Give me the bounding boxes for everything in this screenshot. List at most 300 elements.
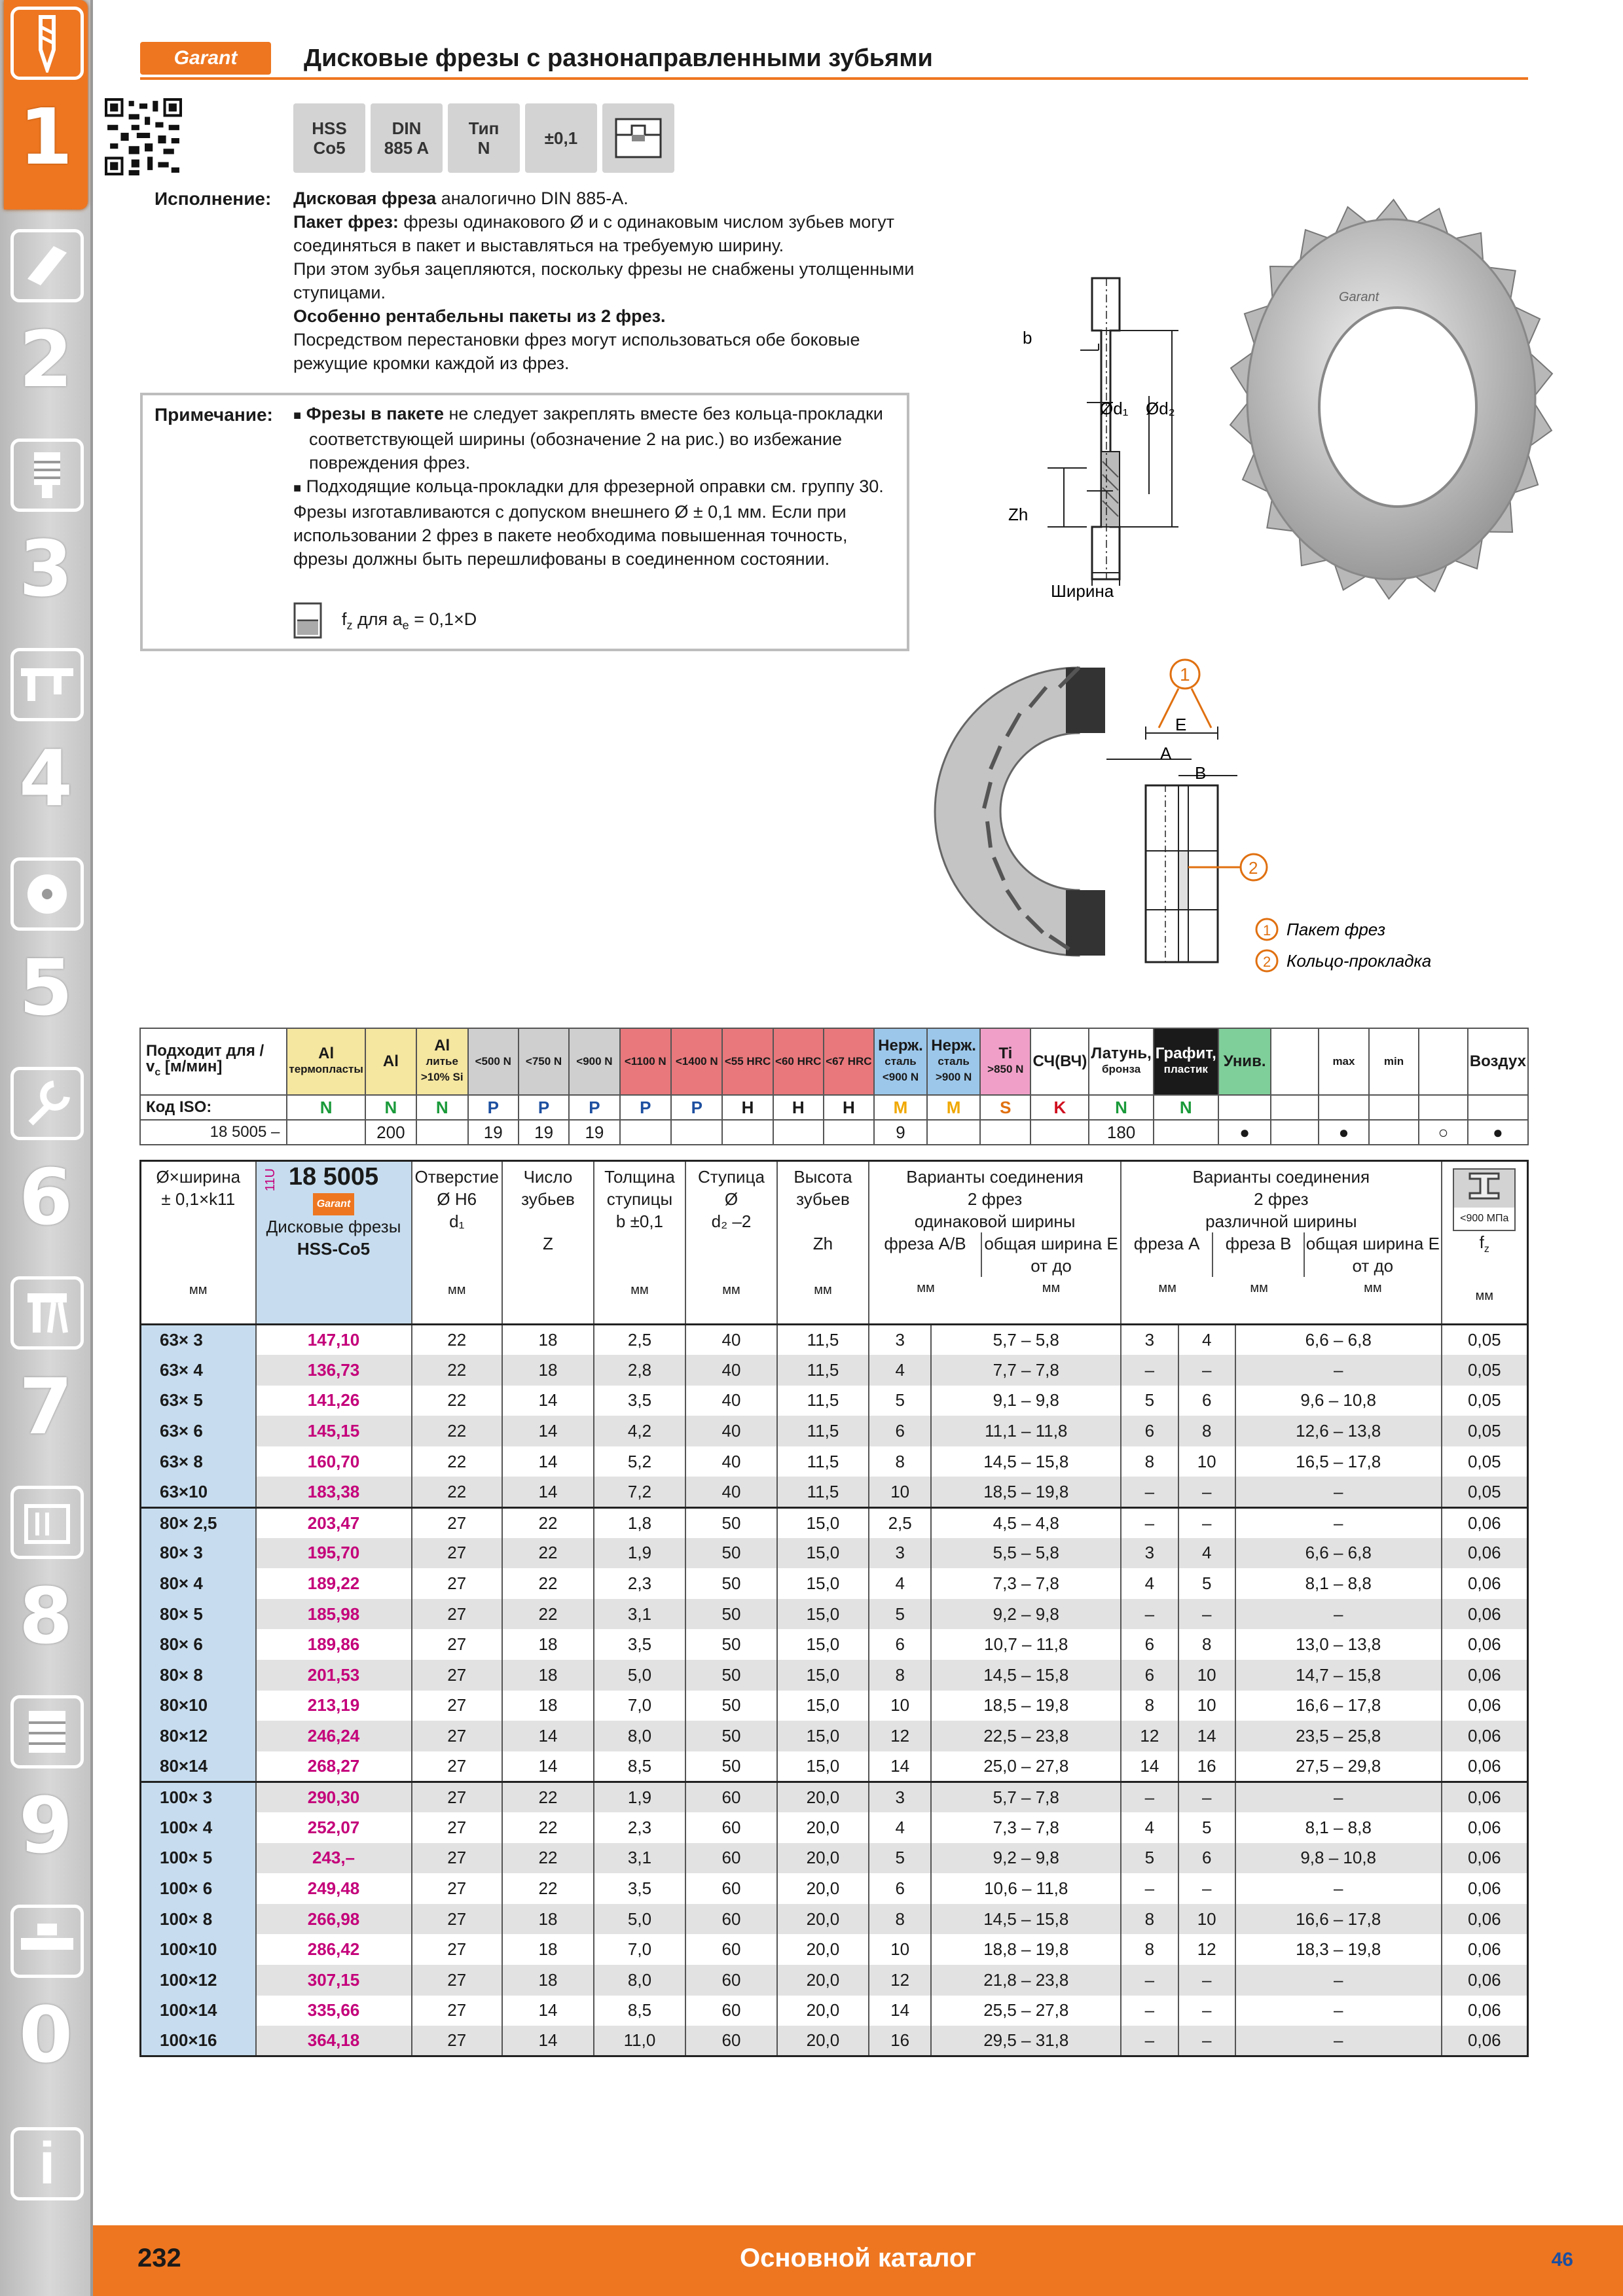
- value-cell: –: [1178, 1477, 1235, 1507]
- cutting-speed-cell: [1369, 1120, 1419, 1145]
- value-cell: 50: [685, 1629, 777, 1660]
- iso-cell: S: [980, 1095, 1030, 1120]
- value-cell: 4: [1121, 1812, 1178, 1843]
- material-col-15: Латунь, бронза: [1089, 1028, 1153, 1095]
- table-row[interactable]: [141, 1965, 1528, 1996]
- value-cell: 16,5 – 17,8: [1235, 1446, 1442, 1477]
- table-row[interactable]: [141, 1325, 1528, 1355]
- value-cell: 7,7 – 7,8: [931, 1355, 1121, 1386]
- material-col-1: Al: [365, 1028, 416, 1095]
- value-cell: –: [1178, 1599, 1235, 1630]
- page-header: [140, 39, 1528, 80]
- material-col-5: <900 N: [569, 1028, 619, 1095]
- tab-number: 2: [18, 314, 73, 404]
- value-cell: 2,5: [869, 1507, 931, 1538]
- value-cell: 20,0: [777, 1904, 869, 1935]
- table-row[interactable]: [141, 1934, 1528, 1965]
- tab-number: 0: [18, 1990, 73, 2080]
- value-cell: 27: [412, 1751, 502, 1782]
- tab-number: 1: [18, 92, 73, 182]
- col-group-diff-width: Варианты соединения 2 фрез различной ширины фреза A фреза B общая ширина E от до мм мм мм: [1121, 1161, 1441, 1325]
- value-cell: 22: [502, 1599, 594, 1630]
- table-row[interactable]: [141, 1386, 1528, 1416]
- value-cell: 25,0 – 27,8: [931, 1751, 1121, 1782]
- tab-number: 9: [18, 1780, 73, 1871]
- value-cell: 11,1 – 11,8: [931, 1416, 1121, 1446]
- page-footer: [93, 2225, 1623, 2296]
- value-cell: 40: [685, 1416, 777, 1446]
- cutting-speed-cell: [1271, 1120, 1319, 1145]
- catalog-name: Основной каталог: [740, 2244, 976, 2272]
- dim-b2-label: B: [1195, 763, 1207, 783]
- value-cell: 0,05: [1442, 1355, 1528, 1386]
- value-cell: 22: [502, 1568, 594, 1599]
- value-cell: 18,8 – 19,8: [931, 1934, 1121, 1965]
- value-cell: 0,06: [1442, 1629, 1528, 1660]
- table-row[interactable]: [141, 1355, 1528, 1386]
- value-cell: 0,06: [1442, 1812, 1528, 1843]
- value-cell: 3,5: [594, 1873, 685, 1904]
- value-cell: 0,06: [1442, 1904, 1528, 1935]
- iso-cell: [1271, 1095, 1319, 1120]
- material-col-6: <1100 N: [620, 1028, 671, 1095]
- col-tooth-height: Высота зубьев Zh мм: [777, 1161, 869, 1325]
- value-cell: 18: [502, 1629, 594, 1660]
- price-cell: 147,10: [256, 1325, 412, 1355]
- value-cell: 0,06: [1442, 1843, 1528, 1874]
- table-row[interactable]: [141, 1507, 1528, 1538]
- value-cell: 14,7 – 15,8: [1235, 1660, 1442, 1691]
- cutting-speed-cell: 19: [569, 1120, 619, 1145]
- col-feed: <900 МПа $f_z$ мм: [1442, 1161, 1528, 1325]
- value-cell: 18: [502, 1934, 594, 1965]
- value-cell: 0,06: [1442, 1660, 1528, 1691]
- value-cell: 50: [685, 1599, 777, 1630]
- price-cell: 189,22: [256, 1568, 412, 1599]
- table-row[interactable]: [141, 1904, 1528, 1935]
- cutting-speed-cell: 200: [365, 1120, 416, 1145]
- value-cell: 14,5 – 15,8: [931, 1446, 1121, 1477]
- value-cell: 9,8 – 10,8: [1235, 1843, 1442, 1874]
- value-cell: 5,0: [594, 1660, 685, 1691]
- tab-0[interactable]: [4, 1898, 88, 2094]
- value-cell: –: [1121, 1965, 1178, 1996]
- dim-b-label: b: [1023, 328, 1032, 348]
- price-cell: 307,15: [256, 1965, 412, 1996]
- cutting-speed-cell: 180: [1089, 1120, 1153, 1145]
- material-badge: HSS Co5: [293, 103, 365, 173]
- material-col-22: Воздух: [1468, 1028, 1528, 1095]
- value-cell: 14: [502, 1386, 594, 1416]
- pdf-page-number[interactable]: 46: [1551, 2249, 1573, 2270]
- value-cell: 3,5: [594, 1386, 685, 1416]
- col-group-same-width: Варианты соединения 2 фрез одинаковой ширины фреза A/B общая ширина E от до мм мм: [869, 1161, 1121, 1325]
- value-cell: 0,06: [1442, 1691, 1528, 1721]
- material-suitability-table: [139, 1028, 1529, 1145]
- size-cell: 100× 4: [141, 1812, 256, 1843]
- legend-number-1: 1: [1263, 922, 1271, 939]
- value-cell: 20,0: [777, 2026, 869, 2056]
- price-cell: 183,38: [256, 1477, 412, 1507]
- cutting-speed-cell: [671, 1120, 723, 1145]
- size-cell: 100× 3: [141, 1782, 256, 1812]
- feed-rate-text: $f_z$ для $a_e = 0,1\times D$: [342, 609, 477, 632]
- value-cell: 7,3 – 7,8: [931, 1812, 1121, 1843]
- price-cell: 160,70: [256, 1446, 412, 1477]
- table-row[interactable]: [141, 1446, 1528, 1477]
- value-cell: 18: [502, 1691, 594, 1721]
- value-cell: 22: [502, 1538, 594, 1569]
- value-cell: 18: [502, 1965, 594, 1996]
- value-cell: 3,1: [594, 1843, 685, 1874]
- table-row[interactable]: [141, 1996, 1528, 2026]
- value-cell: 20,0: [777, 1965, 869, 1996]
- iso-cell: H: [824, 1095, 874, 1120]
- value-cell: 5,5 – 5,8: [931, 1538, 1121, 1569]
- value-cell: –: [1121, 1873, 1178, 1904]
- value-cell: –: [1235, 1477, 1442, 1507]
- value-cell: 0,06: [1442, 1873, 1528, 1904]
- tab-6[interactable]: [4, 1060, 88, 1257]
- table-row[interactable]: [141, 1751, 1528, 1782]
- value-cell: 14: [502, 1751, 594, 1782]
- value-cell: 6,6 – 6,8: [1235, 1325, 1442, 1355]
- page-title: Дисковые фрезы с разнонаправленными зубьями: [304, 45, 933, 72]
- value-cell: –: [1235, 1782, 1442, 1812]
- value-cell: 22: [502, 1782, 594, 1812]
- tolerance-badge: ±0,1: [525, 103, 597, 173]
- value-cell: –: [1235, 1355, 1442, 1386]
- value-cell: 14: [502, 1996, 594, 2026]
- value-cell: 27: [412, 1629, 502, 1660]
- iso-cell: N: [416, 1095, 468, 1120]
- table-row[interactable]: [141, 1477, 1528, 1507]
- iso-cell: M: [874, 1095, 927, 1120]
- cutting-speed-cell: 19: [519, 1120, 569, 1145]
- value-cell: 10: [1178, 1904, 1235, 1935]
- value-cell: 8,0: [594, 1965, 685, 1996]
- value-cell: 8: [1121, 1446, 1178, 1477]
- value-cell: 60: [685, 1996, 777, 2026]
- value-cell: –: [1178, 1355, 1235, 1386]
- value-cell: 27: [412, 1904, 502, 1935]
- value-cell: 20,0: [777, 1996, 869, 2026]
- value-cell: 9,2 – 9,8: [931, 1843, 1121, 1874]
- value-cell: 27: [412, 1599, 502, 1630]
- dim-zh-label: Zh: [1008, 505, 1029, 524]
- value-cell: 0,06: [1442, 1507, 1528, 1538]
- value-cell: 6: [1121, 1660, 1178, 1691]
- col-cutter-a: фреза A: [1122, 1232, 1213, 1277]
- value-cell: 40: [685, 1477, 777, 1507]
- material-col-17: Унив.: [1218, 1028, 1271, 1095]
- pliers-icon: [10, 1276, 84, 1350]
- value-cell: 15,0: [777, 1721, 869, 1751]
- value-cell: 0,06: [1442, 1538, 1528, 1569]
- size-cell: 100× 5: [141, 1843, 256, 1874]
- value-cell: 16,6 – 17,8: [1235, 1904, 1442, 1935]
- type-badge: Тип N: [448, 103, 520, 173]
- value-cell: 10: [869, 1934, 931, 1965]
- info-icon: i: [10, 2127, 84, 2200]
- tab-3[interactable]: [4, 432, 88, 628]
- iso-code-label: Код ISO:: [140, 1095, 287, 1120]
- iso-cell: [1319, 1095, 1369, 1120]
- tab-number: 5: [18, 942, 73, 1033]
- value-cell: 5,0: [594, 1904, 685, 1935]
- value-cell: 0,06: [1442, 1721, 1528, 1751]
- feed-rate-icon: [293, 602, 322, 639]
- value-cell: 60: [685, 1873, 777, 1904]
- col-size: Ø×ширина ± 0,1×k11 мм: [141, 1161, 256, 1325]
- material-col-18: [1271, 1028, 1319, 1095]
- table-row[interactable]: [141, 1629, 1528, 1660]
- table-row[interactable]: [141, 1416, 1528, 1446]
- cutting-speed-cell: 9: [874, 1120, 927, 1145]
- value-cell: 14: [1121, 1751, 1178, 1782]
- size-cell: 63× 4: [141, 1355, 256, 1386]
- qr-code-icon[interactable]: [105, 98, 182, 175]
- table-row[interactable]: [141, 1691, 1528, 1721]
- material-col-2: Al литье >10% Si: [416, 1028, 468, 1095]
- tab-9[interactable]: [4, 1689, 88, 1885]
- iso-cell: P: [468, 1095, 519, 1120]
- tab-4[interactable]: [4, 641, 88, 838]
- value-cell: 4: [869, 1355, 931, 1386]
- value-cell: 18: [502, 1355, 594, 1386]
- size-cell: 80× 2,5: [141, 1507, 256, 1538]
- material-col-13: Ti >850 N: [980, 1028, 1030, 1095]
- value-cell: 12: [869, 1965, 931, 1996]
- value-cell: 12: [1178, 1934, 1235, 1965]
- tab-2[interactable]: [4, 223, 88, 419]
- tab-5[interactable]: [4, 851, 88, 1047]
- value-cell: 6: [1178, 1386, 1235, 1416]
- value-cell: –: [1235, 1599, 1442, 1630]
- price-cell: 185,98: [256, 1599, 412, 1630]
- value-cell: 8: [869, 1660, 931, 1691]
- material-col-0: Al термопласты: [287, 1028, 365, 1095]
- value-cell: 14,5 – 15,8: [931, 1660, 1121, 1691]
- value-cell: –: [1121, 1477, 1178, 1507]
- table-row[interactable]: [141, 1660, 1528, 1691]
- cutting-speed-cell: ●: [1468, 1120, 1528, 1145]
- value-cell: 14: [869, 1751, 931, 1782]
- table-row[interactable]: [141, 1873, 1528, 1904]
- cabinet-icon: [10, 1695, 84, 1768]
- size-cell: 63× 8: [141, 1446, 256, 1477]
- material-col-9: <60 HRC: [773, 1028, 824, 1095]
- value-cell: 18,5 – 19,8: [931, 1691, 1121, 1721]
- value-cell: 0,06: [1442, 1782, 1528, 1812]
- value-cell: 10: [1178, 1660, 1235, 1691]
- value-cell: 11,5: [777, 1386, 869, 1416]
- tab-1-active[interactable]: [4, 0, 88, 209]
- value-cell: 50: [685, 1751, 777, 1782]
- table-row[interactable]: [141, 1782, 1528, 1812]
- value-cell: 14: [1178, 1721, 1235, 1751]
- value-cell: 10: [1178, 1446, 1235, 1477]
- value-cell: 2,8: [594, 1355, 685, 1386]
- value-cell: 14: [502, 1446, 594, 1477]
- value-cell: 7,0: [594, 1691, 685, 1721]
- value-cell: 2,3: [594, 1812, 685, 1843]
- value-cell: 9,2 – 9,8: [931, 1599, 1121, 1630]
- value-cell: 14: [502, 2026, 594, 2056]
- iso-cell: H: [722, 1095, 773, 1120]
- col-cutter-b: фреза B: [1213, 1232, 1305, 1277]
- value-cell: –: [1121, 1355, 1178, 1386]
- col-teeth: Число зубьев Z: [502, 1161, 594, 1325]
- value-cell: 4: [869, 1568, 931, 1599]
- value-cell: 11,5: [777, 1325, 869, 1355]
- iso-cell: N: [1154, 1095, 1218, 1120]
- value-cell: 0,05: [1442, 1446, 1528, 1477]
- value-cell: 6: [869, 1629, 931, 1660]
- size-cell: 80×14: [141, 1751, 256, 1782]
- table-row[interactable]: [141, 2026, 1528, 2056]
- value-cell: 22: [502, 1843, 594, 1874]
- cross-section-drawing: [1008, 265, 1198, 612]
- tab-info[interactable]: [4, 2121, 88, 2212]
- table-row[interactable]: [141, 1538, 1528, 1569]
- value-cell: 11,5: [777, 1355, 869, 1386]
- value-cell: 13,0 – 13,8: [1235, 1629, 1442, 1660]
- cutting-speed-cell: [416, 1120, 468, 1145]
- value-cell: 10,7 – 11,8: [931, 1629, 1121, 1660]
- price-cell: 141,26: [256, 1386, 412, 1416]
- value-cell: 15,0: [777, 1691, 869, 1721]
- legend-cutter-pack: Пакет фрез: [1286, 920, 1386, 939]
- size-cell: 63× 3: [141, 1325, 256, 1355]
- saw-blade-icon: [10, 857, 84, 931]
- price-cell: 189,86: [256, 1629, 412, 1660]
- value-cell: 20,0: [777, 1934, 869, 1965]
- value-cell: 1,9: [594, 1782, 685, 1812]
- iso-cell: [1218, 1095, 1271, 1120]
- value-cell: 16,6 – 17,8: [1235, 1691, 1442, 1721]
- value-cell: 50: [685, 1507, 777, 1538]
- value-cell: 27: [412, 1843, 502, 1874]
- value-cell: 50: [685, 1538, 777, 1569]
- tab-number: 6: [18, 1152, 73, 1242]
- iso-cell: P: [519, 1095, 569, 1120]
- price-cell: 246,24: [256, 1721, 412, 1751]
- value-cell: 8,5: [594, 1751, 685, 1782]
- cutting-speed-cell: [287, 1120, 365, 1145]
- tab-8[interactable]: [4, 1479, 88, 1676]
- value-cell: 3,5: [594, 1629, 685, 1660]
- value-cell: 8: [1121, 1904, 1178, 1935]
- tab-7[interactable]: [4, 1270, 88, 1466]
- col-total-width-same: общая ширина E от до: [984, 1234, 1118, 1276]
- table-row[interactable]: [141, 1568, 1528, 1599]
- order-code-prefix: 18 5005 –: [140, 1120, 287, 1145]
- value-cell: 27: [412, 1812, 502, 1843]
- cutting-speed-cell: [980, 1120, 1030, 1145]
- value-cell: 8,1 – 8,8: [1235, 1812, 1442, 1843]
- material-col-21: [1419, 1028, 1468, 1095]
- value-cell: 18: [502, 1660, 594, 1691]
- dim-d1-label: Ød₁: [1100, 399, 1129, 418]
- size-cell: 80×12: [141, 1721, 256, 1751]
- value-cell: –: [1121, 1599, 1178, 1630]
- material-col-3: <500 N: [468, 1028, 519, 1095]
- material-col-7: <1400 N: [671, 1028, 723, 1095]
- value-cell: 5: [1121, 1386, 1178, 1416]
- value-cell: 60: [685, 1965, 777, 1996]
- value-cell: 60: [685, 1782, 777, 1812]
- iso-cell: P: [671, 1095, 723, 1120]
- value-cell: 10: [869, 1477, 931, 1507]
- table-row[interactable]: [141, 1721, 1528, 1751]
- value-cell: 8,5: [594, 1996, 685, 2026]
- value-cell: 6: [1121, 1629, 1178, 1660]
- half-disc-image: [928, 655, 1112, 969]
- value-cell: 5,7 – 7,8: [931, 1782, 1121, 1812]
- size-cell: 100× 6: [141, 1873, 256, 1904]
- value-cell: 27: [412, 1965, 502, 1996]
- value-cell: 5,7 – 5,8: [931, 1325, 1121, 1355]
- value-cell: 9,6 – 10,8: [1235, 1386, 1442, 1416]
- value-cell: 4,2: [594, 1416, 685, 1446]
- value-cell: 50: [685, 1660, 777, 1691]
- value-cell: 9,1 – 9,8: [931, 1386, 1121, 1416]
- cutting-speed-cell: [722, 1120, 773, 1145]
- value-cell: 60: [685, 1812, 777, 1843]
- value-cell: 22: [412, 1355, 502, 1386]
- value-cell: –: [1235, 2026, 1442, 2056]
- execution-text: Дисковая фреза аналогично DIN 885-A. Пакет фрез: фрезы одинакового Ø и с одинаковым числом зубьев могут соединяться в пакет и выставляться на требуемую ширину. При этом зубья зацепляются, поскольку фрезы не снабжены утолщенными ступицами. Особенно рентабельны пакеты из 2 фрез. Посредством перестановки фрез могут использоваться обе боковые режущие кромки каждой из фрез.: [293, 188, 915, 373]
- value-cell: 0,06: [1442, 1965, 1528, 1996]
- value-cell: 18,5 – 19,8: [931, 1477, 1121, 1507]
- price-cell: 201,53: [256, 1660, 412, 1691]
- iso-cell: [1369, 1095, 1419, 1120]
- value-cell: –: [1178, 1996, 1235, 2026]
- value-cell: 15,0: [777, 1751, 869, 1782]
- garant-logo: Garant: [140, 42, 271, 75]
- value-cell: 18,3 – 19,8: [1235, 1934, 1442, 1965]
- value-cell: 3: [869, 1782, 931, 1812]
- value-cell: 15,0: [777, 1599, 869, 1630]
- caliper-icon: [10, 648, 84, 721]
- value-cell: 8: [1178, 1629, 1235, 1660]
- value-cell: 5: [1121, 1843, 1178, 1874]
- value-cell: 22: [412, 1325, 502, 1355]
- table-row[interactable]: [141, 1812, 1528, 1843]
- value-cell: 5: [1178, 1812, 1235, 1843]
- value-cell: 8: [869, 1904, 931, 1935]
- tab-number: 8: [18, 1571, 73, 1661]
- page-number: 232: [137, 2244, 181, 2272]
- value-cell: 5: [869, 1386, 931, 1416]
- value-cell: 27: [412, 1873, 502, 1904]
- cutting-speed-cell: ○: [1419, 1120, 1468, 1145]
- price-cell: 335,66: [256, 1996, 412, 2026]
- value-cell: 11,5: [777, 1416, 869, 1446]
- drill-icon: [10, 7, 84, 80]
- cutting-speed-cell: ●: [1218, 1120, 1271, 1145]
- value-cell: 20,0: [777, 1843, 869, 1874]
- table-row[interactable]: [141, 1843, 1528, 1874]
- size-cell: 100×14: [141, 1996, 256, 2026]
- value-cell: 0,05: [1442, 1477, 1528, 1507]
- value-cell: 3,1: [594, 1599, 685, 1630]
- value-cell: 25,5 – 27,8: [931, 1996, 1121, 2026]
- value-cell: 27: [412, 1782, 502, 1812]
- table-row[interactable]: [141, 1599, 1528, 1630]
- price-cell: 203,47: [256, 1507, 412, 1538]
